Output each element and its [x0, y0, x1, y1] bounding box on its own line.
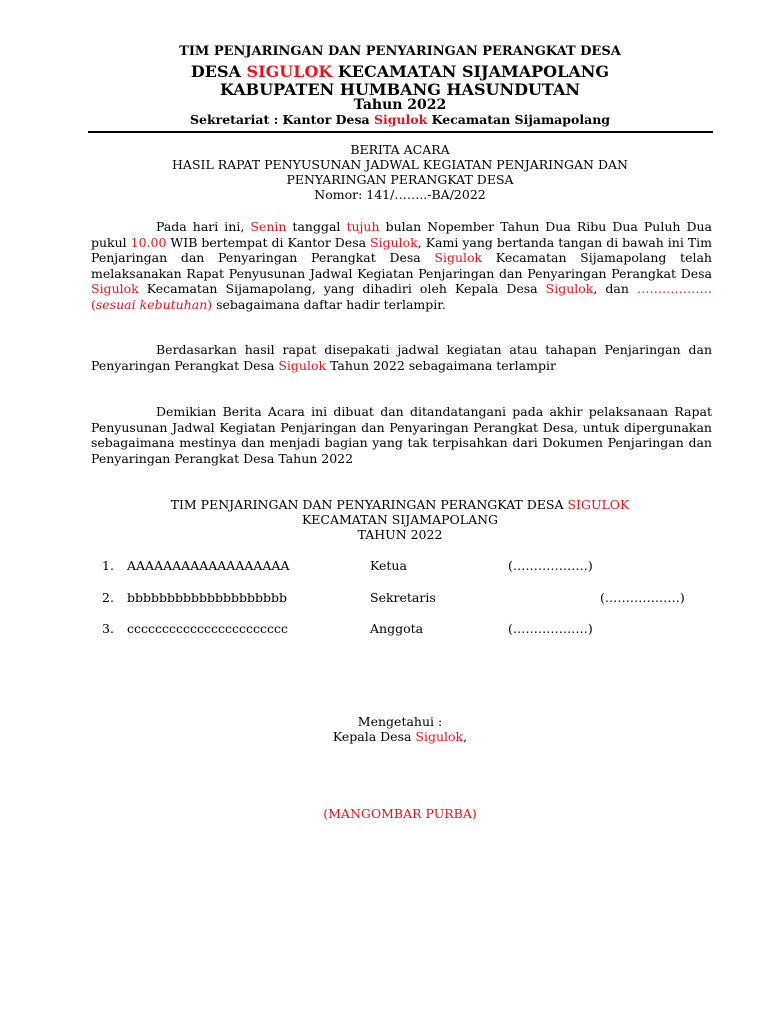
member-3-signature: (………………)	[508, 621, 593, 636]
team-heading-3: TAHUN 2022	[357, 527, 443, 542]
doc-title: BERITA ACARA	[350, 142, 450, 157]
team-heading-2: KECAMATAN SIJAMAPOLANG	[301, 512, 499, 527]
member-1-role: Ketua	[370, 558, 407, 573]
member-2-number: 2.	[102, 590, 114, 605]
header-line-1: TIM PENJARINGAN DAN PENYARINGAN PERANGKAT DESA	[179, 44, 621, 59]
header-line-3: KABUPATEN HUMBANG HASUNDUTAN	[220, 80, 580, 99]
member-1-name: AAAAAAAAAAAAAAAAAA	[127, 558, 290, 573]
member-2-signature: (………………)	[600, 590, 685, 605]
doc-subtitle-1: HASIL RAPAT PENYUSUNAN JADWAL KEGIATAN PENJARINGAN DAN	[172, 157, 628, 172]
member-3-name: ccccccccccccccccccccccc	[127, 621, 289, 636]
team-heading-1: TIM PENJARINGAN DAN PENYARINGAN PERANGKAT DESA SIGULOK	[170, 497, 630, 512]
header-line-2: DESA SIGULOK KECAMATAN SIJAMAPOLANG	[190, 62, 610, 81]
approval-label: Mengetahui :	[357, 714, 443, 729]
member-3-number: 3.	[102, 621, 114, 636]
header-divider	[88, 131, 713, 133]
header-secretariat: Sekretariat : Kantor Desa Sigulok Kecamatan Sijamapolang	[189, 112, 611, 127]
paragraph-1: Pada hari ini, Senin tanggal tujuh bulan Nopember Tahun Dua Ribu Dua Puluh Dua pukul 10.00 WIB bertempat di Kantor Desa Sigulok, Kami yang bertanda tangan di bawah ini Tim Penjaringan dan Penyaringan Perangkat Desa Sigulok Kecamatan Sijamapolang telah melaksanakan Rapat Penyusunan Jadwal Kegiatan Penjaringan dan Penyaringan Perangkat Desa Sigulok Kecamatan Sijamapolang, yang dihadiri oleh Kepala Desa Sigulok, dan ……………… (sesuai kebutuhan) sebagaimana daftar hadir terlampir.	[91, 219, 713, 312]
header-line-4: Tahun 2022	[353, 97, 447, 113]
meeting-day: Senin	[250, 219, 287, 234]
meeting-date: tujuh	[346, 219, 380, 234]
paragraph-3: Demikian Berita Acara ini dibuat dan ditandatangani pada akhir pelaksanaan Rapat Penyusunan Jadwal Kegiatan Penjaringan dan Penyaringan Perangkat Desa, untuk dipergunakan sebagaimana mestinya dan menjadi bagian yang tak terpisahkan dari Dokumen Penjaringan dan Penyaringan Perangkat Desa Tahun 2022	[91, 404, 712, 466]
member-1-number: 1.	[102, 558, 114, 573]
member-3-role: Anggota	[370, 621, 424, 636]
doc-subtitle-2: PENYARINGAN PERANGKAT DESA	[286, 172, 514, 187]
village-head-name: (MANGOMBAR PURBA)	[323, 806, 477, 821]
doc-number: Nomor: 141/……..-BA/2022	[314, 187, 486, 202]
member-1-signature: (………………)	[508, 558, 593, 573]
header-village-name: SIGULOK	[246, 62, 333, 81]
member-2-role: Sekretaris	[370, 590, 436, 605]
member-2-name: bbbbbbbbbbbbbbbbbbbb	[127, 590, 288, 605]
meeting-time: 10.00	[130, 234, 167, 250]
paragraph-2: Berdasarkan hasil rapat disepakati jadwal kegiatan atau tahapan Penjaringan dan Penyaringan Perangkat Desa Sigulok Tahun 2022 sebagaimana terlampir	[91, 342, 712, 373]
approval-title: Kepala Desa Sigulok,	[332, 729, 468, 744]
